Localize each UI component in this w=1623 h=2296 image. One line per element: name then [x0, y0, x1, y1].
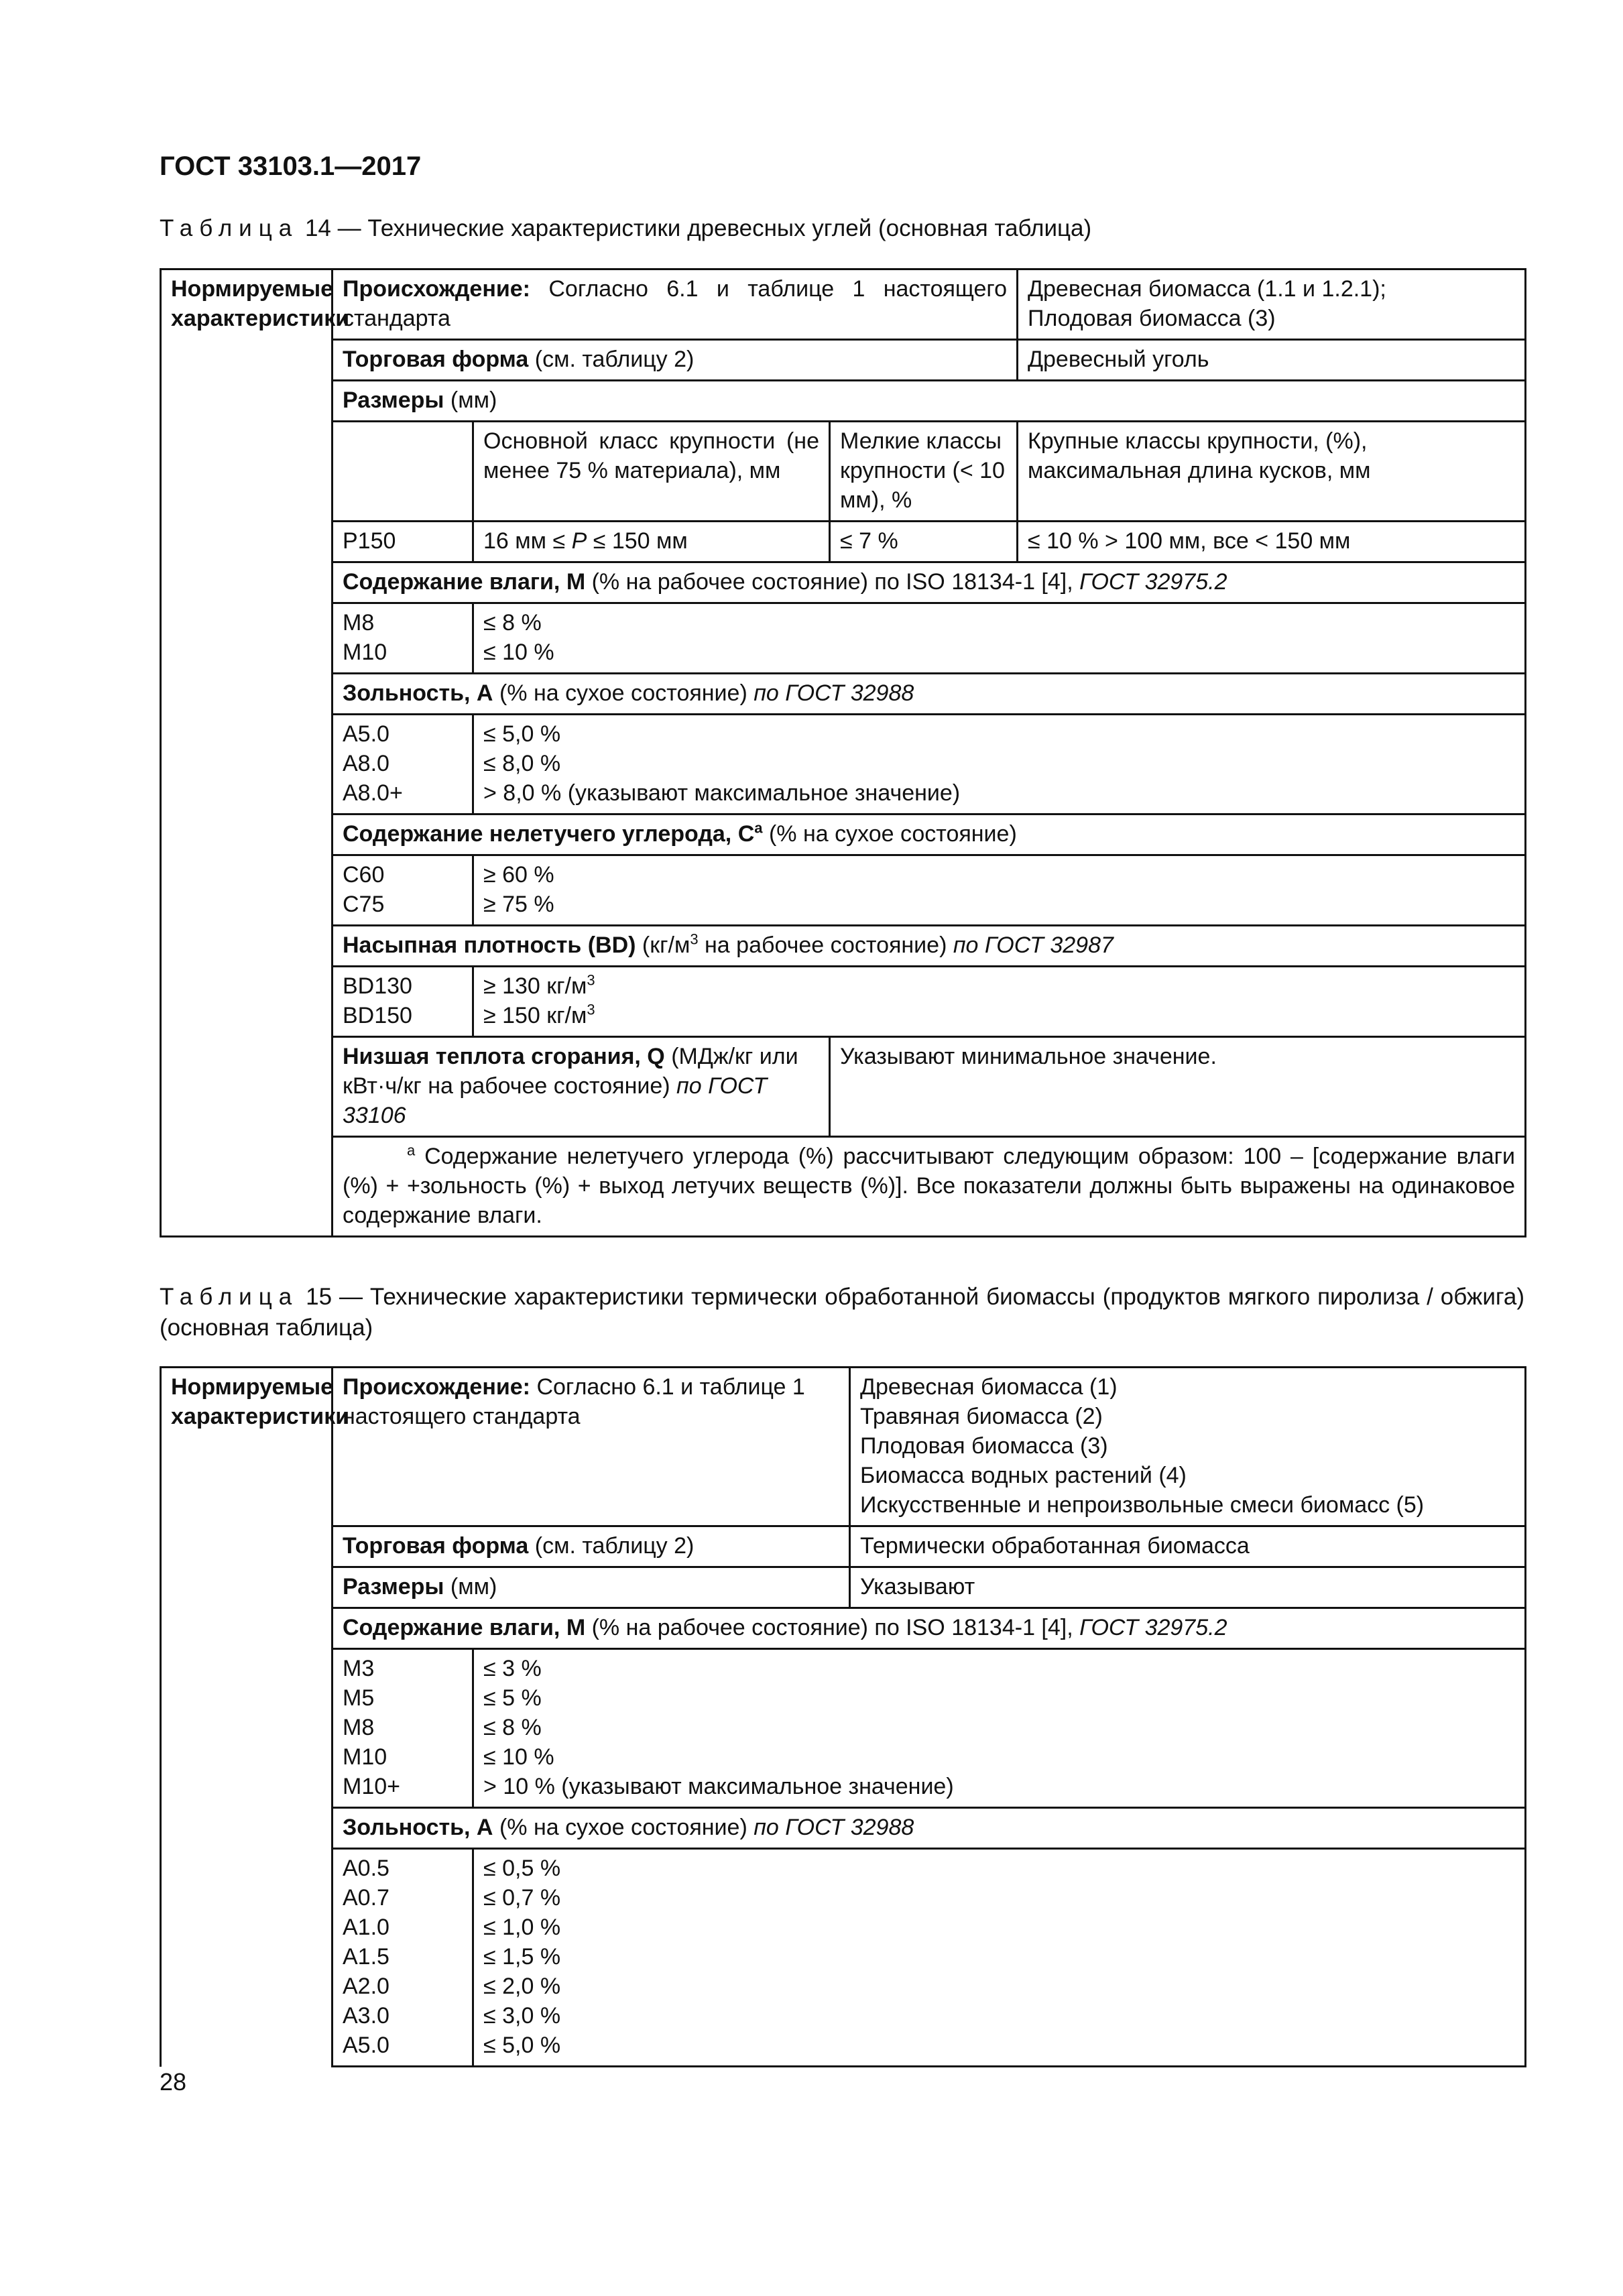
table14: [160, 268, 1526, 1237]
t14-p150-main: 16 мм ≤ P ≤ 150 мм: [473, 522, 830, 562]
t14-sizes-empty: [333, 422, 473, 522]
table14-caption: Таблица 14 — Технические характеристики древесных углей (основная таблица): [160, 215, 1092, 241]
t14-carbon-codes: C60 C75: [333, 855, 473, 926]
t14-moisture-codes: M8 M10: [333, 603, 473, 674]
t14-footnote: $^a$ Содержание нелетучего углерода (%) рассчитывают следующим образом: 100 – [содержание влаги (%) + +зольность (%) + выход летучих веществ (%)]. Все показатели должны быть выражены на одинаковое содержание влаги.: [333, 1137, 1526, 1237]
t15-moisture-codes: M3 M5 M8 M10 M10+: [333, 1649, 473, 1808]
t14-ash-codes: A5.0 A8.0 A8.0+: [333, 715, 473, 814]
t14-density-values: ≥ 130 $кг/м^3$ ≥ 150 $кг/м^3$: [473, 967, 1526, 1037]
t15-moisture-label: Содержание влаги, M (% на рабочее состояние) по ISO 18134-1 [4], ГОСТ 32975.2: [333, 1608, 1526, 1649]
table15-rowhead: Нормируемые характеристики: [161, 1368, 333, 2067]
table15: [160, 1366, 1526, 2067]
t14-ash-values: ≤ 5,0 % ≤ 8,0 % > 8,0 % (указывают максимальное значение): [473, 715, 1526, 814]
t15-moisture-values: ≤ 3 % ≤ 5 % ≤ 8 % ≤ 10 % > 10 % (указывают максимальное значение): [473, 1649, 1526, 1808]
t14-moisture-values: ≤ 8 % ≤ 10 %: [473, 603, 1526, 674]
t15-ash-values: ≤ 0,5 % ≤ 0,7 % ≤ 1,0 % ≤ 1,5 % ≤ 2,0 % ≤ 3,0 % ≤ 5,0 %: [473, 1849, 1526, 2067]
t14-sizes-col2: Мелкие классы крупности (< 10 мм), %: [830, 422, 1018, 522]
t15-sizes-label: Размеры (мм): [333, 1567, 850, 1608]
t14-p150-code: P150: [333, 522, 473, 562]
t14-moisture-label: Содержание влаги, M (% на рабочее состояние) по ISO 18134-1 [4], ГОСТ 32975.2: [333, 562, 1526, 603]
t15-origin-label: Происхождение: Согласно 6.1 и таблице 1 настоящего стандарта: [333, 1368, 850, 1526]
t14-carbon-label: Содержание нелетучего углерода, $C^a$ (% на сухое состояние): [333, 814, 1526, 855]
t14-origin-label: Происхождение: Согласно 6.1 и таблице 1 настоящего стандарта: [333, 269, 1018, 340]
t14-sizes-col3: Крупные классы крупности, (%), максимальная длина кусков, мм: [1018, 422, 1526, 522]
t14-trade-value: Древесный уголь: [1018, 340, 1526, 381]
table15-caption: Таблица 15 — Технические характеристики термически обработанной биомассы (продуктов мягкого пиролиза / обжига) (основная таблица): [160, 1284, 1524, 1341]
t14-density-label: Насыпная плотность (BD) ($кг/м^3$ на рабочее состояние) по ГОСТ 32987: [333, 926, 1526, 967]
t15-ash-codes: A0.5 A0.7 A1.0 A1.5 A2.0 A3.0 A5.0: [333, 1849, 473, 2067]
t14-ash-label: Зольность, A (% на сухое состояние) по ГОСТ 32988: [333, 674, 1526, 715]
document-header: ГОСТ 33103.1—2017: [160, 152, 422, 181]
t14-heat-value: Указывают минимальное значение.: [830, 1037, 1526, 1137]
t14-carbon-values: ≥ 60 % ≥ 75 %: [473, 855, 1526, 926]
t15-trade-label: Торговая форма (см. таблицу 2): [333, 1526, 850, 1567]
t15-trade-value: Термически обработанная биомасса: [850, 1526, 1526, 1567]
page-number: 28: [160, 2068, 187, 2096]
t14-p150-coarse: ≤ 10 % > 100 мм, все < 150 мм: [1018, 522, 1526, 562]
t14-sizes-label: Размеры (мм): [333, 381, 1526, 422]
t14-heat-label: Низшая теплота сгорания, Q (МДж/кг или кВт·ч/кг на рабочее состояние) по ГОСТ 33106: [333, 1037, 830, 1137]
t14-trade-label: Торговая форма (см. таблицу 2): [333, 340, 1018, 381]
t14-sizes-col1: Основной класс крупности (не менее 75 % материала), мм: [473, 422, 830, 522]
t14-density-codes: BD130 BD150: [333, 967, 473, 1037]
table14-rowhead: Нормируемые характеристики: [161, 269, 333, 1237]
t14-origin-value: Древесная биомасса (1.1 и 1.2.1); Плодовая биомасса (3): [1018, 269, 1526, 340]
t14-p150-fine: ≤ 7 %: [830, 522, 1018, 562]
t15-sizes-value: Указывают: [850, 1567, 1526, 1608]
t15-ash-label: Зольность, A (% на сухое состояние) по ГОСТ 32988: [333, 1808, 1526, 1849]
t15-origin-value: Древесная биомасса (1) Травяная биомасса (2) Плодовая биомасса (3) Биомасса водных растений (4) Искусственные и непроизвольные смеси биомасс (5): [850, 1368, 1526, 1526]
